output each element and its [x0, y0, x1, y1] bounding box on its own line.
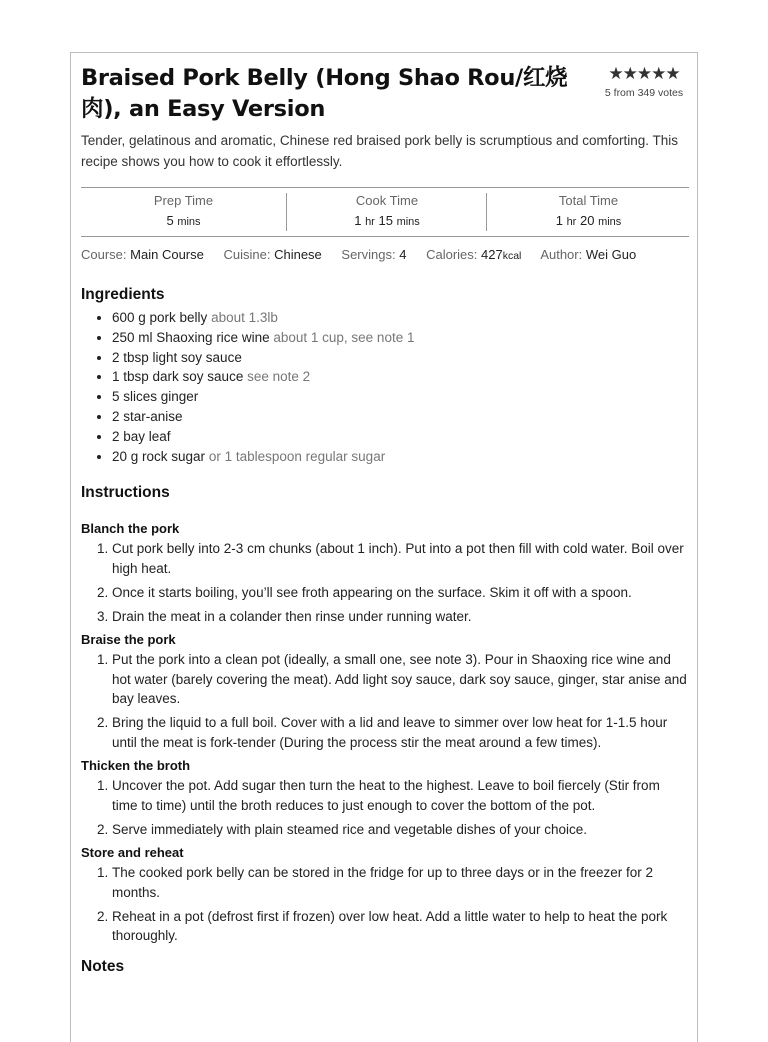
meta-calories-value: 427 — [481, 247, 503, 262]
ingredients-list — [81, 308, 689, 466]
cook-time-value — [287, 213, 487, 230]
instruction-steps — [81, 776, 689, 839]
ingredient-item — [112, 407, 689, 427]
instruction-step: 1. Uncover the pot. Add sugar then turn the heat to the highest. Leave to boil fiercely (Stir from time to time) until the broth reduces to just enough to cover the bottom of the pot. — [112, 776, 689, 815]
meta-cuisine — [223, 247, 321, 262]
meta-cuisine-label: Cuisine: — [223, 247, 271, 262]
cook-time-minutes: 15 — [378, 213, 393, 228]
ingredient-text: 5 slices ginger — [112, 389, 199, 405]
recipe-title: Braised Pork Belly (Hong Shao Rou/红烧肉), an Easy Version — [81, 65, 568, 122]
cook-time-label: Cook Time — [355, 193, 419, 208]
instruction-group-name: Thicken the broth — [81, 758, 191, 774]
recipe-card-inner — [81, 63, 689, 976]
cook-time-minutes-unit: mins — [396, 216, 420, 228]
ingredient-note: see note 2 — [247, 369, 311, 385]
ingredient-text: 250 ml Shaoxing rice wine — [112, 329, 270, 345]
ingredient-text: 600 g pork belly — [112, 310, 208, 325]
instruction-step: 2. Bring the liquid to a full boil. Cover with a lid and leave to simmer over low heat for 1-1.5 hour until the meat is fork-tender (During the process stir the meat around a few times). — [112, 713, 689, 752]
total-time-minutes-unit: mins — [598, 216, 622, 228]
total-time-hours-unit: hr — [566, 216, 577, 228]
ingredient-text: 2 star-anise — [112, 408, 183, 424]
star-rating-icons[interactable]: ★★★★★ — [608, 64, 680, 83]
meta-calories-label: Calories: — [426, 247, 478, 262]
instruction-group-name: Braise the pork — [81, 632, 176, 648]
instruction-group-name: Blanch the pork — [81, 521, 180, 537]
ingredient-item — [112, 308, 689, 328]
ingredient-item — [112, 348, 689, 368]
recipe-rating[interactable] — [599, 65, 689, 99]
rating-votes: 5 from 349 votes — [604, 87, 684, 99]
meta-servings-value[interactable]: 4 — [399, 247, 407, 262]
total-time-hours: 1 — [555, 213, 563, 228]
instruction-step: 2. Serve immediately with plain steamed rice and vegetable dishes of your choice. — [112, 820, 689, 840]
instruction-group-braise — [81, 632, 689, 752]
meta-course — [81, 247, 204, 262]
cook-time — [286, 193, 487, 231]
meta-cuisine-value: Chinese — [274, 247, 322, 262]
instruction-group-name: Store and reheat — [81, 845, 184, 861]
recipe-card — [70, 52, 698, 1042]
instruction-step: 2. Reheat in a pot (defrost first if frozen) over low heat. Add a little water to help to heat the pork thoroughly. — [112, 907, 689, 946]
meta-calories-unit: kcal — [502, 250, 522, 262]
recipe-times — [81, 187, 689, 237]
instruction-step: 2. Once it starts boiling, you’ll see froth appearing on the surface. Skim it off with a spoon. — [112, 583, 689, 603]
total-time-minutes: 20 — [579, 213, 595, 228]
instruction-step: 1. The cooked pork belly can be stored in the fridge for up to three days or in the freezer for 2 months. — [112, 863, 689, 902]
ingredient-text: 2 bay leaf — [112, 428, 171, 444]
total-time-value — [487, 213, 690, 230]
meta-author-label: Author: — [540, 247, 583, 262]
prep-time — [81, 193, 286, 235]
prep-time-value — [81, 213, 286, 230]
total-time — [486, 193, 690, 231]
ingredient-item — [112, 367, 689, 387]
recipe-meta — [81, 247, 689, 264]
instructions-heading: Instructions — [81, 484, 170, 502]
instruction-group-store — [81, 845, 689, 946]
instruction-steps — [81, 539, 689, 626]
meta-author-value: Wei Guo — [585, 247, 637, 262]
ingredient-text: 2 tbsp light soy sauce — [112, 349, 242, 365]
ingredient-item — [112, 387, 689, 407]
instruction-steps — [81, 863, 689, 946]
prep-time-minutes-unit: mins — [177, 216, 201, 228]
ingredient-text: 1 tbsp dark soy sauce — [112, 369, 244, 385]
prep-time-minutes: 5 — [166, 213, 174, 228]
instruction-step: 1. Put the pork into a clean pot (ideally, a small one, see note 3). Pour in Shaoxing rice wine and hot water (barely covering the meat). Add light soy sauce, dark soy sauce, ginger, star anise and bay leaves. — [112, 650, 689, 709]
ingredient-note: about 1 cup, see note 1 — [273, 329, 415, 345]
meta-author — [540, 247, 636, 262]
meta-course-label: Course: — [81, 247, 127, 262]
ingredient-item — [112, 447, 689, 467]
ingredients-heading: Ingredients — [81, 286, 165, 303]
ingredient-note: about 1.3lb — [211, 310, 278, 325]
instruction-steps — [81, 650, 689, 752]
recipe-header — [81, 63, 689, 123]
prep-time-label: Prep Time — [153, 193, 214, 208]
meta-course-value: Main Course — [130, 247, 204, 262]
ingredient-item — [112, 328, 689, 348]
recipe-summary: Tender, gelatinous and aromatic, Chinese red braised pork belly is scrumptious and comforting. This recipe shows you how to cook it effortlessly. — [81, 133, 679, 169]
cook-time-hours: 1 — [354, 213, 362, 228]
meta-calories — [426, 247, 521, 262]
total-time-label: Total Time — [558, 193, 619, 208]
meta-servings[interactable] — [341, 247, 406, 262]
cook-time-hours-unit: hr — [365, 216, 375, 228]
ingredient-item — [112, 427, 689, 447]
instruction-group-blanch — [81, 521, 689, 626]
meta-servings-label: Servings: — [341, 247, 396, 262]
ingredient-note: or 1 tablespoon regular sugar — [208, 448, 386, 464]
instruction-step: 1. Cut pork belly into 2-3 cm chunks (about 1 inch). Put into a pot then fill with cold water. Boil over high heat. — [112, 539, 689, 578]
instruction-group-thicken — [81, 758, 689, 839]
ingredient-text: 20 g rock sugar — [112, 448, 206, 464]
instruction-step: 3. Drain the meat in a colander then rinse under running water. — [112, 607, 689, 627]
notes-heading: Notes — [81, 957, 125, 975]
